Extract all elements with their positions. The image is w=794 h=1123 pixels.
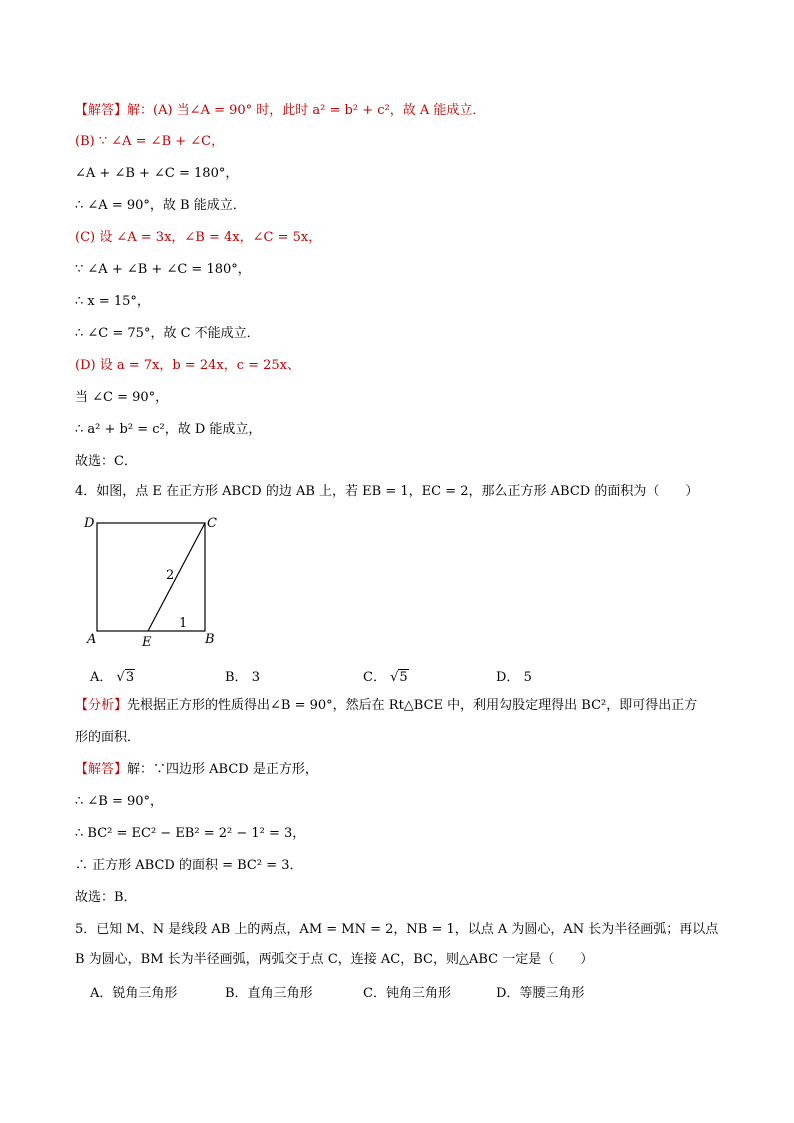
q3-d-line1: (D) 设 a = 7x，b = 24x，c = 25x、 [75, 358, 301, 373]
label-b: B [205, 632, 215, 647]
q3-c-line3: ∴ x = 15°， [75, 294, 150, 309]
q3-b-line3: ∴ ∠A = 90°，故 B 能成立． [75, 198, 246, 213]
q3-b-line1: (B) ∵ ∠A = ∠B + ∠C， [75, 134, 225, 149]
sqrt-symbol: √3 [116, 670, 135, 685]
option-letter: D． [496, 670, 520, 685]
solution-text: 解：(A) 当∠A = 90° 时，此时 a² = b² + c²，故 A 能成立． [127, 103, 486, 118]
solution-tag: 【解答】 [75, 762, 128, 777]
q4-analysis-1 [75, 697, 697, 715]
label-d: D [84, 516, 95, 531]
q4-option-d [496, 666, 532, 685]
q4-option-a [90, 666, 135, 685]
option-text: 锐角三角形 [112, 986, 178, 1001]
q5-option-c [363, 982, 451, 1001]
q4-option-b [225, 666, 260, 685]
option-value: 5 [523, 670, 532, 685]
sqrt-symbol: √5 [390, 670, 408, 685]
option-letter: A． [90, 670, 113, 685]
solution-tag: 【解答】 [75, 103, 128, 118]
option-letter: B． [225, 986, 248, 1001]
q5-option-d [496, 982, 584, 1001]
option-letter: B． [225, 670, 248, 685]
option-value: 3 [125, 670, 135, 685]
option-letter: C． [363, 670, 386, 685]
square-abcd [97, 523, 205, 631]
label-c: C [207, 516, 217, 531]
q4-solution-3: ∴ BC² = EC² − EB² = 2² − 1² = 3， [75, 826, 306, 841]
analysis-tag: 【分析】 [75, 698, 128, 713]
solution-text: 解：∵四边形 ABCD 是正方形， [127, 762, 318, 777]
q3-c-line1: (C) 设 ∠A = 3x，∠B = 4x，∠C = 5x， [75, 230, 322, 245]
q4-option-c [363, 666, 409, 685]
option-value: 5 [399, 670, 408, 685]
q3-answer: 故选：C． [75, 454, 137, 469]
q4-solution-2: ∴ ∠B = 90°， [75, 794, 164, 809]
option-letter: D． [496, 986, 520, 1001]
option-text: 直角三角形 [247, 986, 313, 1001]
square-figure [82, 512, 222, 650]
q3-d-line2: 当 ∠C = 90°， [75, 390, 169, 405]
option-text: 等腰三角形 [519, 986, 585, 1001]
analysis-text: 先根据正方形的性质得出∠B = 90°，然后在 Rt△BCE 中，利用勾股定理得出 BC²，即可得出正方 [127, 698, 698, 713]
option-letter: C． [363, 986, 386, 1001]
q4-stem: 4．如图，点 E 在正方形 ABCD 的边 AB 上，若 EB = 1，EC = 2，那么正方形 ABCD 的面积为（ ） [75, 484, 699, 499]
q4-solution-1 [75, 761, 318, 779]
q3-d-line3: ∴ a² + b² = c²，故 D 能成立， [75, 422, 262, 437]
label-e: E [142, 635, 152, 650]
q5-option-b [225, 982, 313, 1001]
label-ec-length: 2 [166, 568, 175, 583]
q4-analysis-2: 形的面积． [75, 730, 141, 745]
label-a: A [87, 632, 97, 647]
q3-solution-head [75, 102, 485, 120]
q4-answer: 故选：B． [75, 890, 137, 905]
segment-ec [148, 523, 205, 631]
option-value: 3 [251, 670, 260, 685]
option-text: 钝角三角形 [385, 986, 451, 1001]
q4-solution-4: ∴ 正方形 ABCD 的面积 = BC² = 3． [75, 858, 303, 873]
option-letter: A． [90, 986, 113, 1001]
q5-option-a [90, 982, 177, 1001]
q3-c-line2: ∵ ∠A + ∠B + ∠C = 180°， [75, 262, 251, 277]
label-eb-length: 1 [179, 616, 188, 631]
q5-stem-1: 5．已知 M、N 是线段 AB 上的两点，AM = MN = 2，NB = 1，以点 A 为圆心，AN 长为半径画弧；再以点 [75, 922, 719, 937]
q3-b-line2: ∠A + ∠B + ∠C = 180°， [75, 166, 239, 181]
q5-stem-2: B 为圆心，BM 长为半径画弧，两弧交于点 C，连接 AC，BC，则△ABC 一定是（ ） [75, 952, 594, 967]
q3-c-line4: ∴ ∠C = 75°，故 C 不能成立． [75, 326, 260, 341]
